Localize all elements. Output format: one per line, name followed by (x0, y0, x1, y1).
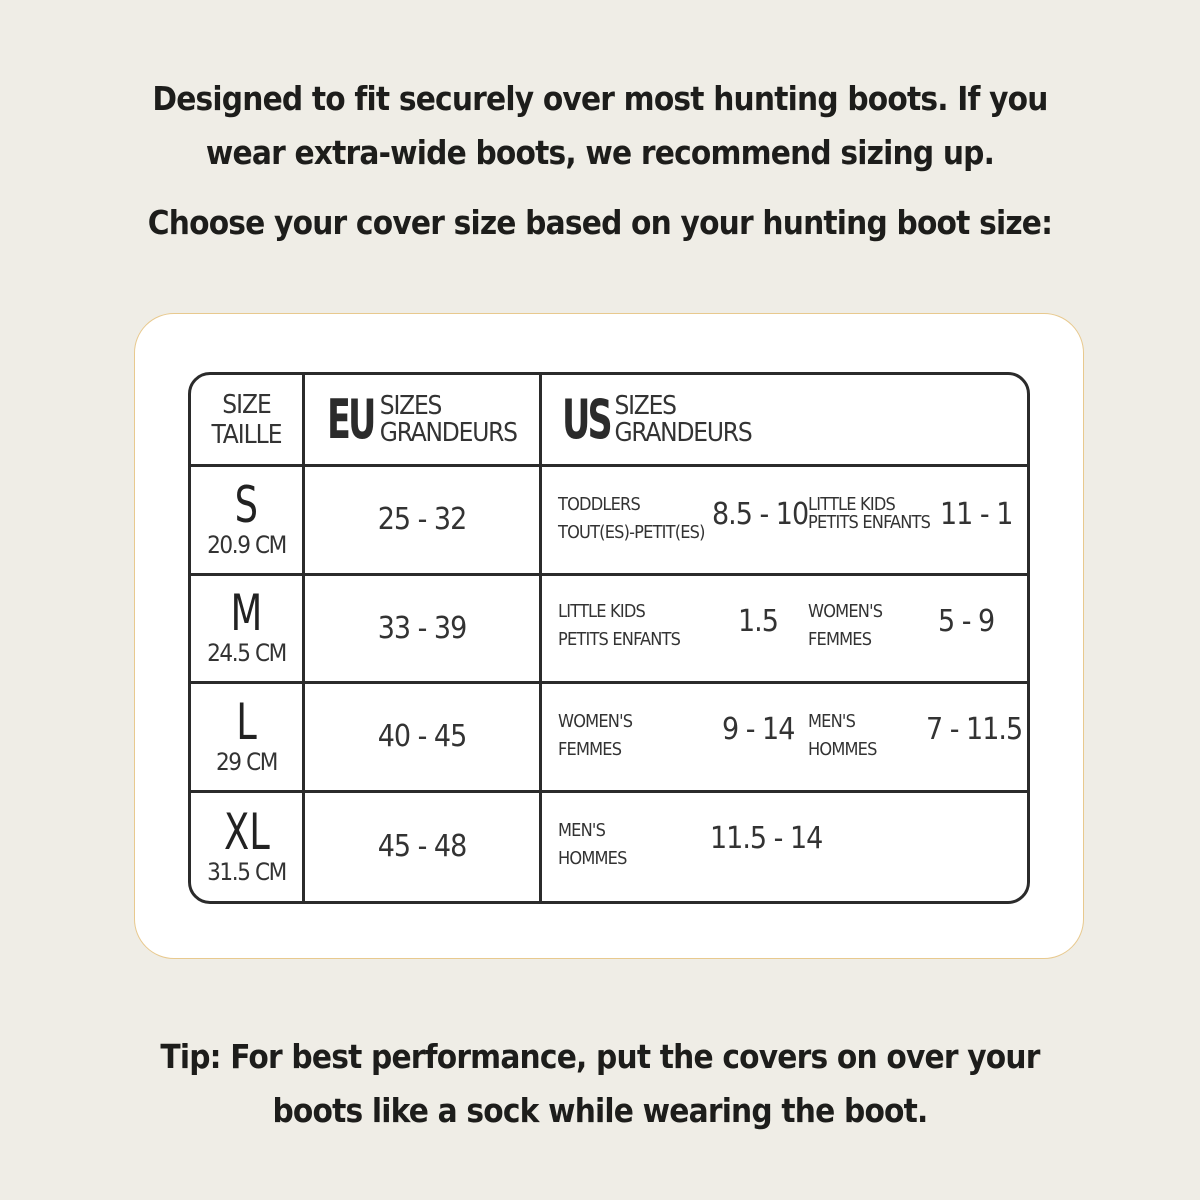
us-value: 5 - 9 (938, 603, 995, 639)
us-label-fr: PETITS ENFANTS (808, 512, 931, 533)
eu-cell-m (305, 576, 542, 685)
us-value: 1.5 (738, 603, 778, 639)
us-label-fr: FEMMES (558, 739, 622, 760)
eu-cell-s (305, 467, 542, 576)
eu-cell-l (305, 684, 542, 793)
size-cm: 31.5 CM (207, 857, 286, 886)
us-value: 11 - 1 (940, 497, 1013, 532)
header-size-fr: TAILLE (211, 419, 282, 450)
size-letter: L (236, 692, 257, 751)
eu-range: 45 - 48 (377, 829, 467, 865)
us-label-en: TODDLERS (558, 494, 640, 515)
tip-line-1: Tip: For best performance, put the covers on over your (160, 1037, 1040, 1076)
us-value: 8.5 - 10 (712, 497, 809, 532)
us-label-fr: PETITS ENFANTS (558, 628, 681, 650)
intro-line-2: wear extra-wide boots, we recommend sizing up. (205, 133, 995, 172)
tip-line-2: boots like a sock while wearing the boot. (272, 1091, 928, 1130)
us-label-en: WOMEN'S (558, 711, 633, 732)
header-size-en: SIZE (222, 389, 271, 420)
us-label-en: WOMEN'S (808, 600, 883, 622)
us-sub-sizes: SIZES (614, 390, 676, 421)
us-label-fr: HOMMES (558, 847, 627, 869)
size-chart-table (188, 372, 1030, 904)
us-code: US (562, 387, 610, 451)
header-eu-sizes (305, 375, 542, 467)
us-label-en: MEN'S (558, 819, 606, 841)
eu-code: EU (327, 387, 374, 451)
size-letter: S (234, 475, 259, 534)
size-cell-m (191, 576, 305, 685)
eu-cell-xl (305, 793, 542, 902)
choose-size-instruction: Choose your cover size based on your hunting boot size: (147, 203, 1053, 242)
us-value: 9 - 14 (722, 712, 795, 747)
us-label-fr: FEMMES (808, 628, 872, 650)
us-label-en: MEN'S (808, 711, 856, 732)
us-label-fr: TOUT(ES)-PETIT(ES) (558, 522, 705, 543)
us-cell-s (542, 467, 1027, 576)
us-label-en: LITTLE KIDS (808, 494, 895, 515)
eu-sub-grandeurs: GRANDEURS (379, 417, 517, 448)
size-cell-l (191, 684, 305, 793)
us-label-en: LITTLE KIDS (558, 600, 645, 622)
intro-text (0, 72, 1200, 250)
size-letter: XL (223, 802, 270, 861)
tip-text (0, 1030, 1200, 1138)
size-cell-s (191, 467, 305, 576)
us-cell-xl (542, 793, 1027, 902)
us-sub-grandeurs: GRANDEURS (614, 417, 752, 448)
size-cell-xl (191, 793, 305, 902)
size-cm: 24.5 CM (207, 639, 286, 668)
eu-range: 40 - 45 (377, 719, 467, 755)
eu-range: 25 - 32 (377, 502, 467, 538)
us-label-fr: HOMMES (808, 739, 877, 760)
eu-range: 33 - 39 (377, 610, 467, 646)
us-cell-l (542, 684, 1027, 793)
size-letter: M (230, 584, 263, 643)
header-us-sizes (542, 375, 1027, 467)
size-cm: 20.9 CM (207, 530, 286, 559)
size-cm: 29 CM (215, 747, 278, 776)
intro-line-1: Designed to fit securely over most hunting boots. If you (152, 79, 1048, 118)
header-size (191, 375, 305, 467)
us-value: 11.5 - 14 (710, 820, 823, 856)
us-cell-m (542, 576, 1027, 685)
eu-sub-sizes: SIZES (379, 390, 442, 421)
us-value: 7 - 11.5 (926, 712, 1023, 747)
